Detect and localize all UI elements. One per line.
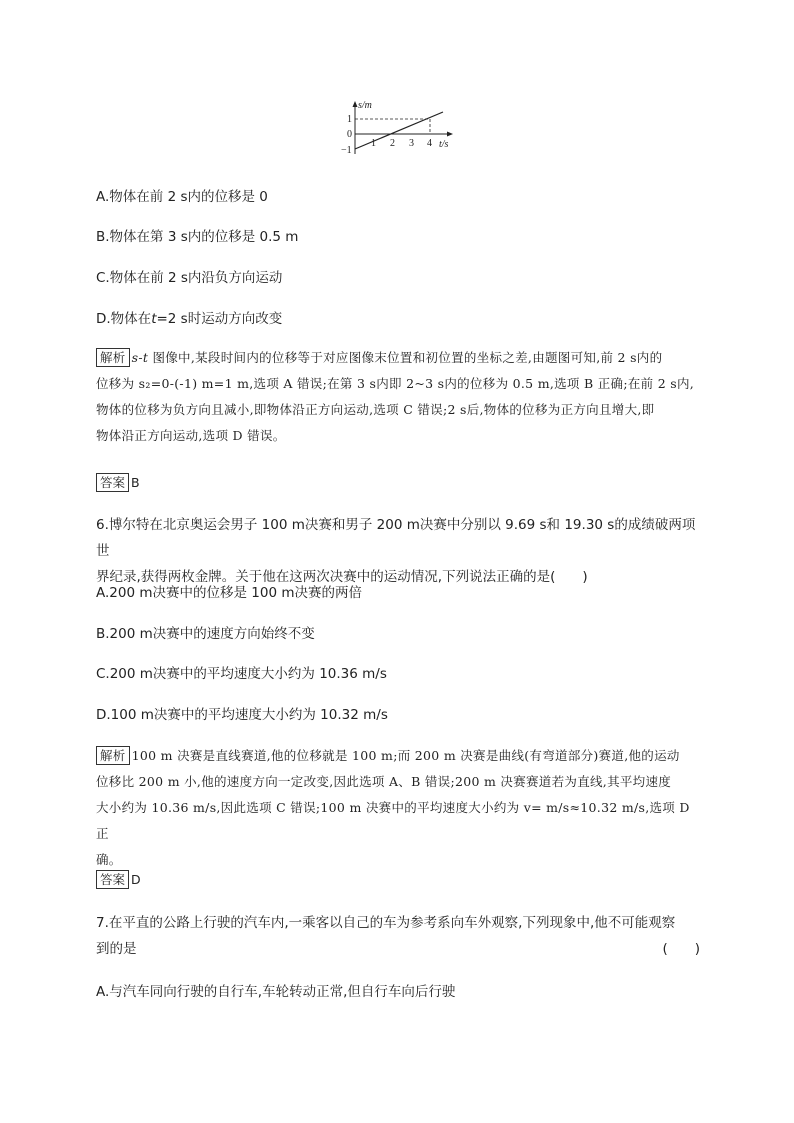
q6-explanation-l4: 确。 bbox=[96, 852, 122, 867]
q6-answer-label: 答案 bbox=[96, 870, 129, 889]
x-tick-4: 4 bbox=[427, 138, 432, 149]
q6-stem-l2: 界纪录,获得两枚金牌。关于他在这两次决赛中的运动情况,下列说法正确的是( ) bbox=[96, 569, 588, 585]
y-tick-1: 1 bbox=[347, 114, 352, 125]
q5-option-d[interactable] bbox=[96, 309, 282, 329]
q5-explanation bbox=[96, 345, 700, 449]
q5-option-d-var: t bbox=[151, 311, 157, 327]
y-axis-label: s/m bbox=[358, 100, 372, 111]
q7-option-a[interactable]: A.与汽车同向行驶的自行车,车轮转动正常,但自行车向后行驶 bbox=[96, 984, 456, 1000]
q5-explanation-label: 解析 bbox=[96, 348, 130, 367]
q6-explanation-l2: 位移比 200 m 小,他的速度方向一定改变,因此选项 A、B 错误;200 m 决赛赛道若为直线,其平均速度 bbox=[96, 774, 672, 789]
q7-stem-l1: 7.在平直的公路上行驶的汽车内,一乘客以自己的车为参考系向车外观察,下列现象中,他不可能观察 bbox=[96, 915, 676, 931]
s-t-graph bbox=[335, 98, 465, 160]
y-tick-0: 0 bbox=[347, 129, 352, 140]
q5-option-d-post: =2 s时运动方向改变 bbox=[156, 311, 283, 327]
q7-answer-paren: ( ) bbox=[662, 941, 700, 957]
q5-option-c[interactable]: C.物体在前 2 s内沿负方向运动 bbox=[96, 270, 283, 286]
q6-option-b[interactable]: B.200 m决赛中的速度方向始终不变 bbox=[96, 626, 315, 642]
x-axis-arrow bbox=[447, 132, 453, 137]
q6-answer bbox=[96, 870, 141, 890]
q6-explanation bbox=[96, 743, 700, 873]
q5-option-a[interactable]: A.物体在前 2 s内的位移是 0 bbox=[96, 189, 268, 205]
q5-option-d-pre: D.物体在 bbox=[96, 311, 152, 327]
y-tick-minus1: −1 bbox=[341, 145, 352, 156]
q7-stem bbox=[96, 910, 700, 962]
q5-explanation-l3: 物体的位移为负方向且减小,即物体沿正方向运动,选项 C 错误;2 s后,物体的位移为正方向且增大,即 bbox=[96, 402, 655, 417]
q5-option-b[interactable]: B.物体在第 3 s内的位移是 0.5 m bbox=[96, 229, 299, 245]
q6-stem-l1: 6.博尔特在北京奥运会男子 100 m决赛和男子 200 m决赛中分别以 9.69 s和 19.30 s的成绩破两项世 bbox=[96, 517, 696, 559]
q5-answer-label: 答案 bbox=[96, 473, 129, 492]
x-axis-label: t/s bbox=[439, 139, 449, 150]
q6-option-d[interactable]: D.100 m决赛中的平均速度大小约为 10.32 m/s bbox=[96, 707, 388, 723]
q6-explanation-l1: 100 m 决赛是直线赛道,他的位移就是 100 m;而 200 m 决赛是曲线(有弯道部分)赛道,他的运动 bbox=[131, 748, 680, 763]
q6-explanation-label: 解析 bbox=[96, 746, 130, 765]
q5-answer bbox=[96, 473, 140, 493]
x-tick-2: 2 bbox=[390, 138, 395, 149]
q6-stem bbox=[96, 512, 700, 590]
q6-explanation-l3: 大小约为 10.36 m/s,因此选项 C 错误;100 m 决赛中的平均速度大小约为 v= m/s≈10.32 m/s,选项 D 正 bbox=[96, 800, 690, 841]
x-tick-3: 3 bbox=[409, 138, 414, 149]
q5-explanation-var: s-t bbox=[131, 350, 149, 365]
q7-stem-l2: 到的是 bbox=[96, 941, 137, 957]
x-tick-1: 1 bbox=[371, 138, 376, 149]
y-axis-arrow bbox=[353, 101, 358, 107]
q5-explanation-l2: 位移为 s₂=0-(-1) m=1 m,选项 A 错误;在第 3 s内即 2~3 s内的位移为 0.5 m,选项 B 正确;在前 2 s内, bbox=[96, 376, 695, 391]
q5-explanation-l4: 物体沿正方向运动,选项 D 错误。 bbox=[96, 428, 286, 443]
q6-answer-value: D bbox=[131, 872, 141, 887]
q5-explanation-l1: 图像中,某段时间内的位移等于对应图像末位置和初位置的坐标之差,由题图可知,前 2 s内的 bbox=[148, 350, 663, 365]
q6-option-c[interactable]: C.200 m决赛中的平均速度大小约为 10.36 m/s bbox=[96, 666, 387, 682]
q5-answer-value: B bbox=[131, 475, 140, 490]
q6-option-a[interactable]: A.200 m决赛中的位移是 100 m决赛的两倍 bbox=[96, 585, 362, 601]
